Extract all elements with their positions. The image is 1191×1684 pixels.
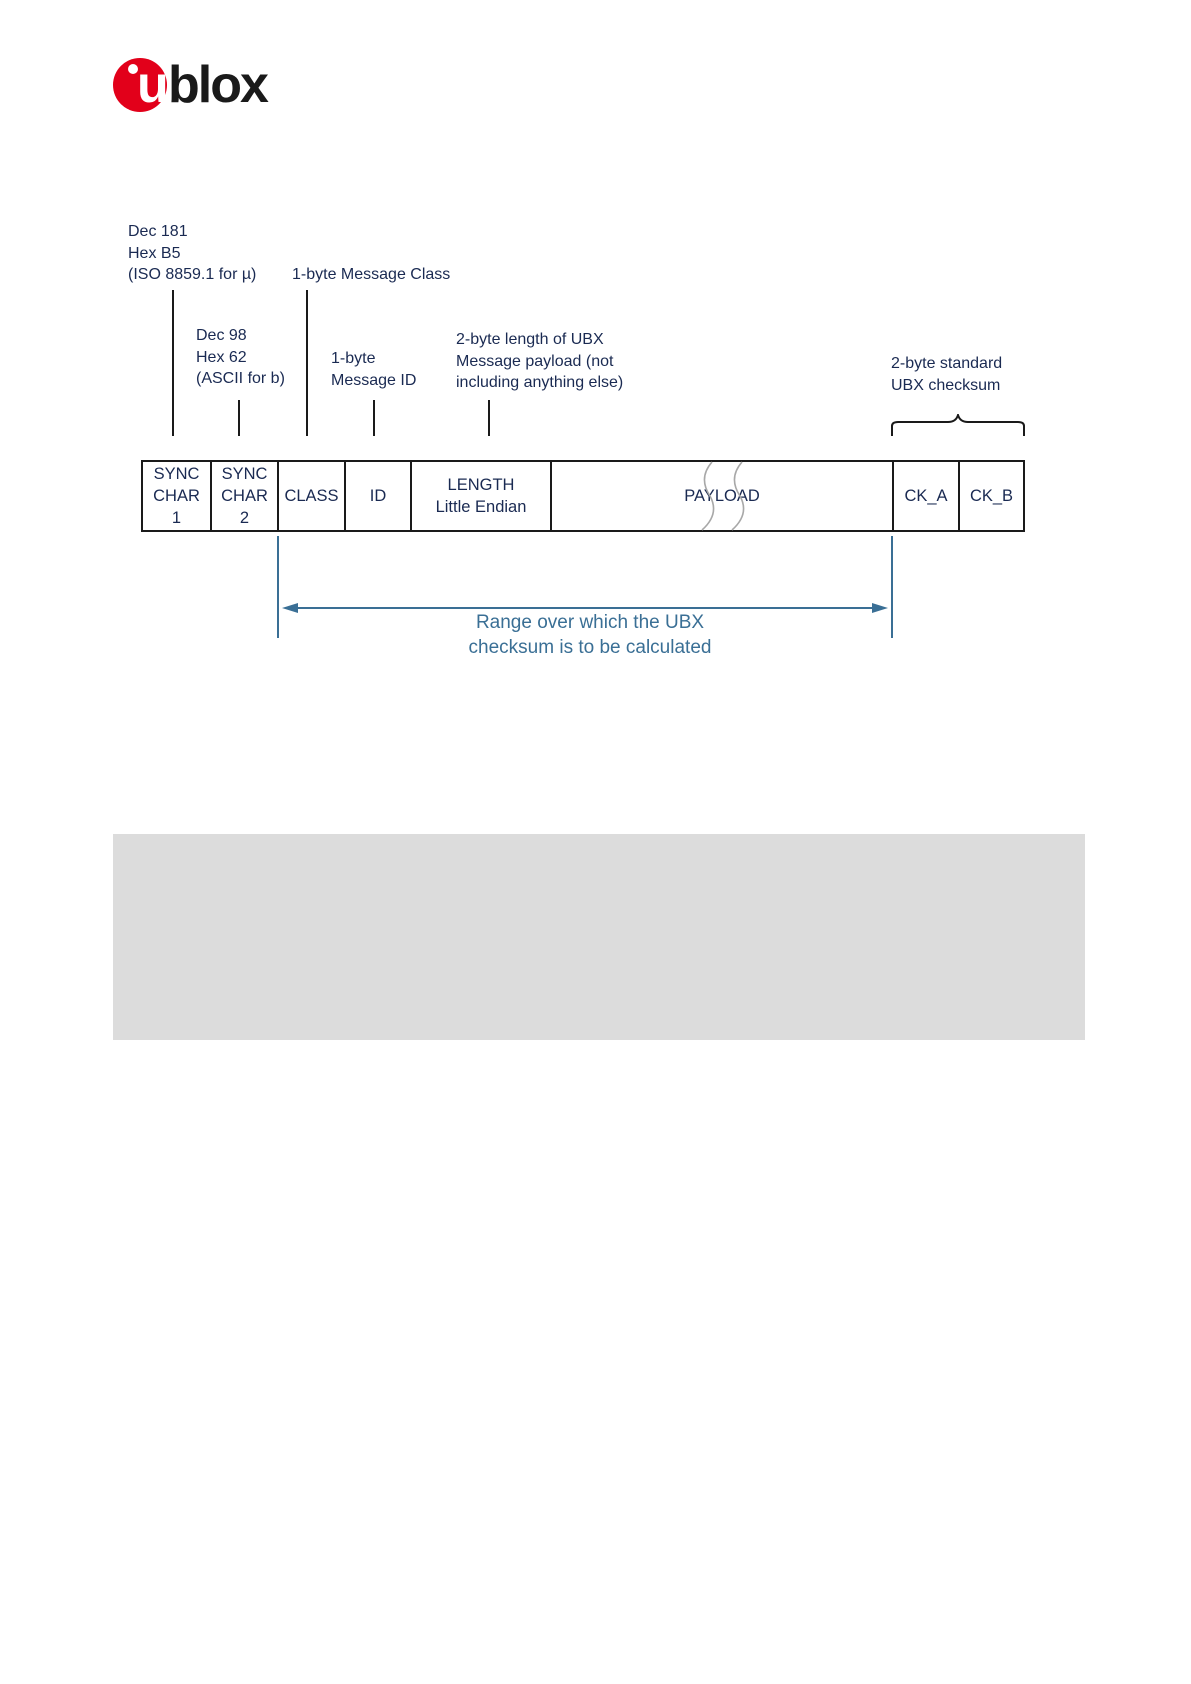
payload-break-marks — [690, 458, 750, 534]
annotation-message-id: 1-byte Message ID — [331, 350, 417, 389]
cell-ck-a: CK_A — [904, 487, 948, 505]
gray-note-box — [113, 834, 1085, 1040]
annotation-length: 2-byte length of UBX Message payload (not including anything else) — [456, 331, 624, 391]
cell-class: CLASS — [284, 487, 339, 505]
cell-length: LENGTH Little Endian — [435, 476, 527, 516]
pointer-line-length — [488, 400, 490, 436]
pointer-line-sync2 — [238, 400, 240, 436]
ublox-logo — [113, 56, 267, 114]
pointer-line-sync1 — [172, 290, 174, 436]
cell-sync-char-2: SYNC CHAR 2 — [221, 465, 268, 527]
annotation-sync-char-1: Dec 181 Hex B5 (ISO 8859.1 for µ) — [128, 223, 257, 283]
checksum-brace — [890, 414, 1030, 438]
logo-letter-u: u — [137, 56, 167, 114]
logo-text: blox — [168, 56, 267, 114]
annotation-sync-char-2: Dec 98 Hex 62 (ASCII for b) — [196, 327, 285, 387]
range-boundary-right — [891, 536, 893, 638]
range-boundary-left — [277, 536, 279, 638]
range-label: Range over which the UBX checksum is to be calculated — [468, 612, 712, 658]
ubx-frame — [141, 460, 1025, 532]
pointer-line-id — [373, 400, 375, 436]
cell-ck-b: CK_B — [969, 487, 1014, 505]
cell-sync-char-1: SYNC CHAR 1 — [153, 465, 200, 527]
annotation-checksum: 2-byte standard UBX checksum — [891, 355, 1003, 394]
cell-id: ID — [369, 487, 387, 505]
pointer-line-class — [306, 290, 308, 436]
cell-payload: PAYLOAD — [684, 487, 760, 505]
annotation-message-class: 1-byte Message Class — [292, 266, 451, 283]
